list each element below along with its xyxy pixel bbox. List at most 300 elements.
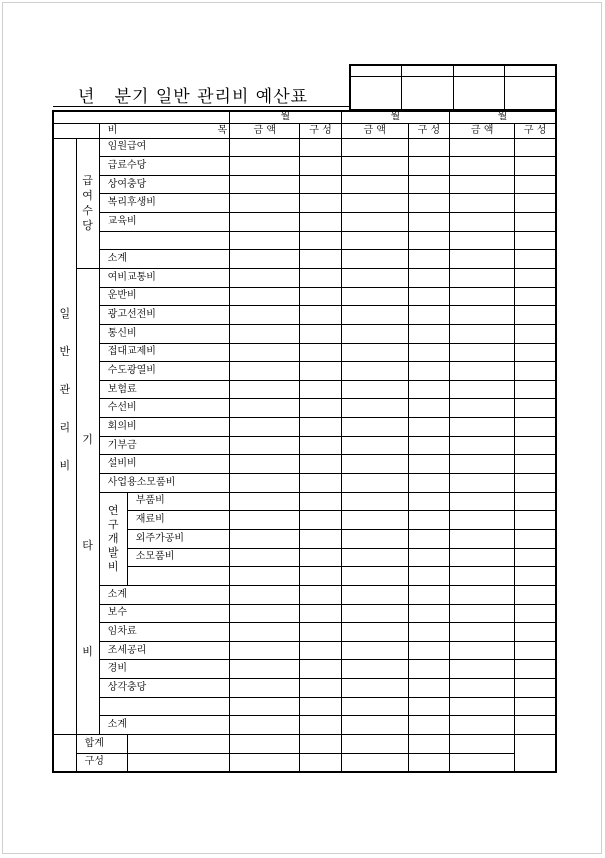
ratio-cell[interactable] [408, 492, 449, 511]
item-label: 회의비 [99, 418, 229, 437]
table-row [53, 343, 556, 362]
ratio-cell[interactable] [408, 362, 449, 381]
blank-label [99, 231, 229, 250]
ratio-cell[interactable] [408, 641, 449, 660]
ratio-cell[interactable] [408, 287, 449, 306]
ratio-cell[interactable] [300, 157, 341, 176]
ratio-cell[interactable] [300, 380, 341, 399]
amount-cell[interactable] [230, 697, 300, 716]
ratio-cell[interactable] [515, 660, 556, 679]
ratio-cell[interactable] [300, 418, 341, 437]
item-label: 경비 [99, 660, 229, 679]
group-rnd: 연구개발비 [99, 492, 127, 585]
amount-cell[interactable] [450, 567, 515, 586]
ratio-cell[interactable] [408, 306, 449, 325]
amount-cell[interactable] [230, 716, 300, 735]
ratio-cell[interactable] [408, 175, 449, 194]
ratio-cell[interactable] [515, 492, 556, 511]
ratio-cell[interactable] [408, 194, 449, 213]
amount-cell[interactable] [341, 380, 408, 399]
amount-cell[interactable] [450, 679, 515, 698]
amount-cell[interactable] [341, 287, 408, 306]
ratio-cell[interactable] [515, 213, 556, 232]
amount-cell[interactable] [341, 679, 408, 698]
item-label: 소계 [99, 716, 229, 735]
ratio-cell[interactable] [300, 511, 341, 530]
header-row-columns [53, 123, 556, 138]
amount-cell[interactable] [450, 623, 515, 642]
amount-cell[interactable] [230, 418, 300, 437]
item-column-header: 비 목 [99, 123, 229, 138]
approval-cell[interactable] [350, 65, 402, 77]
ratio-cell[interactable] [230, 735, 300, 754]
amount-cell[interactable] [230, 511, 300, 530]
amount-cell[interactable] [230, 529, 300, 548]
ratio-cell[interactable] [408, 548, 449, 567]
item-label: 통신비 [99, 324, 229, 343]
blank-group-cell [53, 735, 76, 773]
group-general-admin: 일반관리비 [53, 138, 76, 735]
ratio-cell[interactable] [515, 287, 556, 306]
ratio-cell[interactable] [515, 343, 556, 362]
amount-cell[interactable] [408, 753, 449, 772]
item-label: 재료비 [127, 511, 229, 530]
approval-sign-cell[interactable] [350, 77, 402, 111]
amount-cell[interactable] [341, 697, 408, 716]
amount-cell[interactable] [230, 213, 300, 232]
ratio-cell[interactable] [408, 324, 449, 343]
ratio-cell[interactable] [300, 529, 341, 548]
item-label: 소계 [99, 250, 229, 269]
table-row [53, 231, 556, 250]
amount-cell[interactable] [127, 735, 229, 754]
ratio-cell[interactable] [408, 418, 449, 437]
item-label: 설비비 [99, 455, 229, 474]
item-label: 조세공리 [99, 641, 229, 660]
ratio-cell[interactable] [300, 436, 341, 455]
table-row [53, 735, 556, 754]
ratio-cell[interactable] [515, 529, 556, 548]
item-label: 부품비 [127, 492, 229, 511]
ratio-cell[interactable] [300, 660, 341, 679]
amount-cell[interactable] [450, 287, 515, 306]
item-label: 구성 [76, 753, 127, 772]
amount-cell[interactable] [450, 529, 515, 548]
ratio-cell[interactable] [408, 157, 449, 176]
ratio-cell[interactable] [408, 436, 449, 455]
amount-cell[interactable] [341, 194, 408, 213]
ratio-cell[interactable] [300, 324, 341, 343]
ratio-cell[interactable] [515, 380, 556, 399]
amount-cell[interactable] [230, 250, 300, 269]
table-row [53, 362, 556, 381]
amount-cell[interactable] [230, 138, 300, 157]
amount-cell[interactable] [341, 418, 408, 437]
ratio-cell[interactable] [450, 735, 515, 754]
ratio-cell[interactable] [408, 529, 449, 548]
ratio-cell[interactable] [408, 455, 449, 474]
amount-cell[interactable] [341, 623, 408, 642]
amount-cell[interactable] [341, 548, 408, 567]
amount-cell[interactable] [341, 492, 408, 511]
ratio-cell[interactable] [408, 343, 449, 362]
table-row [53, 567, 556, 586]
table-row [53, 511, 556, 530]
ratio-cell[interactable] [300, 697, 341, 716]
amount-cell[interactable] [450, 343, 515, 362]
item-label: 소모품비 [127, 548, 229, 567]
ratio-cell[interactable] [300, 194, 341, 213]
item-label: 운반비 [99, 287, 229, 306]
amount-cell[interactable] [341, 474, 408, 493]
ratio-cell[interactable] [515, 306, 556, 325]
amount-cell[interactable] [341, 268, 408, 287]
amount-cell[interactable] [450, 492, 515, 511]
table-row [53, 268, 556, 287]
item-label: 기부금 [99, 436, 229, 455]
ratio-cell[interactable] [300, 492, 341, 511]
month-header-2: 월 [341, 111, 449, 123]
amount-cell[interactable] [230, 623, 300, 642]
amount-cell[interactable] [230, 380, 300, 399]
approval-box [349, 64, 557, 111]
ratio-cell[interactable] [300, 399, 341, 418]
amount-cell[interactable] [341, 175, 408, 194]
amount-cell[interactable] [341, 511, 408, 530]
ratio-cell[interactable] [515, 716, 556, 735]
amount-cell[interactable] [230, 268, 300, 287]
ratio-cell[interactable] [515, 231, 556, 250]
amount-cell[interactable] [230, 436, 300, 455]
table-row [53, 585, 556, 604]
amount-cell[interactable] [230, 492, 300, 511]
table-row [53, 548, 556, 567]
item-label: 소계 [99, 585, 229, 604]
ratio-cell[interactable] [515, 641, 556, 660]
amount-cell[interactable] [127, 753, 229, 772]
amount-cell[interactable] [230, 362, 300, 381]
table-row [53, 529, 556, 548]
amount-cell[interactable] [450, 455, 515, 474]
ratio-cell[interactable] [515, 436, 556, 455]
item-label: 보험료 [99, 380, 229, 399]
table-row [53, 175, 556, 194]
ratio-cell[interactable] [408, 213, 449, 232]
amount-cell[interactable] [450, 157, 515, 176]
ratio-cell[interactable] [408, 474, 449, 493]
table-row [53, 436, 556, 455]
item-label: 여비교통비 [99, 268, 229, 287]
ratio-cell[interactable] [300, 250, 341, 269]
ratio-cell[interactable] [515, 194, 556, 213]
header-blank-cell [53, 123, 99, 138]
amount-cell[interactable] [230, 585, 300, 604]
amount-cell[interactable] [230, 567, 300, 586]
amount-cell[interactable] [450, 231, 515, 250]
ratio-cell[interactable] [515, 399, 556, 418]
ratio-cell[interactable] [515, 268, 556, 287]
amount-cell[interactable] [230, 455, 300, 474]
amount-cell[interactable] [450, 380, 515, 399]
ratio-cell[interactable] [515, 455, 556, 474]
amount-cell[interactable] [230, 474, 300, 493]
group-other: 기타비 [76, 268, 99, 734]
amount-cell[interactable] [450, 585, 515, 604]
table-row [53, 213, 556, 232]
ratio-cell[interactable] [300, 343, 341, 362]
amount-header: 금 액 [450, 123, 515, 138]
amount-cell[interactable] [450, 511, 515, 530]
ratio-cell[interactable] [408, 511, 449, 530]
table-row [53, 324, 556, 343]
amount-cell[interactable] [341, 399, 408, 418]
amount-cell[interactable] [450, 250, 515, 269]
amount-cell[interactable] [450, 418, 515, 437]
ratio-cell[interactable] [300, 455, 341, 474]
amount-cell[interactable] [450, 194, 515, 213]
ratio-cell[interactable] [300, 268, 341, 287]
amount-cell[interactable] [450, 548, 515, 567]
amount-cell[interactable] [450, 604, 515, 623]
ratio-cell[interactable] [515, 623, 556, 642]
ratio-cell[interactable] [408, 399, 449, 418]
table-row [53, 287, 556, 306]
ratio-cell[interactable] [341, 753, 408, 772]
amount-cell[interactable] [341, 436, 408, 455]
amount-header: 금 액 [230, 123, 300, 138]
amount-cell[interactable] [230, 641, 300, 660]
table-row [53, 418, 556, 437]
item-label: 급료수당 [99, 157, 229, 176]
amount-cell[interactable] [341, 250, 408, 269]
ratio-cell[interactable] [515, 548, 556, 567]
ratio-cell[interactable] [515, 250, 556, 269]
amount-cell[interactable] [230, 231, 300, 250]
item-label: 수도광열비 [99, 362, 229, 381]
item-label: 임원급여 [99, 138, 229, 157]
table-row [53, 157, 556, 176]
item-label: 외주가공비 [127, 529, 229, 548]
table-row [53, 641, 556, 660]
header-blank-cell [53, 111, 230, 123]
ratio-cell[interactable] [300, 306, 341, 325]
amount-cell[interactable] [230, 604, 300, 623]
ratio-cell[interactable] [515, 324, 556, 343]
item-label: 수선비 [99, 399, 229, 418]
amount-cell[interactable] [450, 306, 515, 325]
ratio-cell[interactable] [515, 157, 556, 176]
ratio-cell[interactable] [341, 735, 408, 754]
ratio-cell[interactable] [408, 716, 449, 735]
amount-cell[interactable] [450, 697, 515, 716]
ratio-cell[interactable] [300, 175, 341, 194]
approval-cell[interactable] [505, 65, 557, 77]
ratio-cell[interactable] [515, 418, 556, 437]
group-salary: 급여수당 [76, 138, 99, 268]
month-header-1: 월 [230, 111, 341, 123]
table-row [53, 138, 556, 157]
amount-cell[interactable] [230, 660, 300, 679]
ratio-cell[interactable] [515, 138, 556, 157]
approval-cell[interactable] [402, 65, 454, 77]
ratio-cell[interactable] [408, 138, 449, 157]
ratio-header: 구 성 [300, 123, 341, 138]
approval-cell[interactable] [453, 65, 505, 77]
ratio-cell[interactable] [408, 604, 449, 623]
item-label: 복리후생비 [99, 194, 229, 213]
ratio-cell[interactable] [300, 604, 341, 623]
amount-cell[interactable] [341, 641, 408, 660]
blank-label [99, 697, 229, 716]
amount-cell[interactable] [450, 399, 515, 418]
ratio-cell[interactable] [450, 753, 515, 772]
amount-cell[interactable] [450, 324, 515, 343]
ratio-cell[interactable] [300, 641, 341, 660]
amount-cell[interactable] [341, 585, 408, 604]
amount-cell[interactable] [230, 548, 300, 567]
table-row [53, 455, 556, 474]
table-row [53, 604, 556, 623]
table-row [53, 399, 556, 418]
ratio-cell[interactable] [408, 679, 449, 698]
ratio-cell[interactable] [408, 250, 449, 269]
item-label: 접대교제비 [99, 343, 229, 362]
amount-cell[interactable] [450, 213, 515, 232]
amount-cell[interactable] [300, 735, 341, 754]
amount-cell[interactable] [341, 157, 408, 176]
amount-cell[interactable] [450, 175, 515, 194]
ratio-cell[interactable] [515, 362, 556, 381]
ratio-cell[interactable] [408, 697, 449, 716]
table-row [53, 250, 556, 269]
amount-cell[interactable] [341, 716, 408, 735]
ratio-cell[interactable] [408, 623, 449, 642]
item-label: 보수 [99, 604, 229, 623]
ratio-cell[interactable] [300, 585, 341, 604]
ratio-header: 구 성 [408, 123, 449, 138]
ratio-cell[interactable] [515, 567, 556, 586]
item-label: 임차료 [99, 623, 229, 642]
ratio-cell[interactable] [515, 585, 556, 604]
ratio-cell[interactable] [515, 175, 556, 194]
budget-table [52, 110, 557, 773]
amount-cell[interactable] [341, 306, 408, 325]
amount-header: 금 액 [341, 123, 408, 138]
ratio-cell[interactable] [408, 231, 449, 250]
amount-cell[interactable] [230, 343, 300, 362]
ratio-cell[interactable] [300, 138, 341, 157]
amount-cell[interactable] [341, 324, 408, 343]
ratio-cell[interactable] [408, 268, 449, 287]
ratio-cell[interactable] [300, 213, 341, 232]
ratio-cell[interactable] [300, 287, 341, 306]
table-row [53, 194, 556, 213]
amount-cell[interactable] [450, 474, 515, 493]
amount-cell[interactable] [341, 343, 408, 362]
approval-sign-cell[interactable] [453, 77, 505, 111]
ratio-cell[interactable] [408, 380, 449, 399]
document-title: 년 분기 일반 관리비 예산표 [78, 87, 309, 107]
ratio-cell[interactable] [300, 474, 341, 493]
ratio-cell[interactable] [300, 623, 341, 642]
approval-sign-cell[interactable] [505, 77, 557, 111]
table-row [53, 492, 556, 511]
amount-cell[interactable] [230, 287, 300, 306]
approval-sign-cell[interactable] [402, 77, 454, 111]
ratio-cell[interactable] [515, 679, 556, 698]
ratio-cell[interactable] [515, 474, 556, 493]
amount-cell[interactable] [450, 268, 515, 287]
ratio-cell[interactable] [408, 567, 449, 586]
ratio-cell[interactable] [515, 604, 556, 623]
month-header-3: 월 [450, 111, 557, 123]
amount-cell[interactable] [408, 735, 449, 754]
table-row [53, 306, 556, 325]
amount-cell[interactable] [230, 399, 300, 418]
ratio-cell[interactable] [300, 548, 341, 567]
amount-cell[interactable] [300, 753, 341, 772]
ratio-cell[interactable] [300, 362, 341, 381]
amount-cell[interactable] [341, 213, 408, 232]
amount-cell[interactable] [341, 660, 408, 679]
amount-cell[interactable] [341, 529, 408, 548]
ratio-cell[interactable] [230, 753, 300, 772]
amount-cell[interactable] [341, 604, 408, 623]
amount-cell[interactable] [341, 362, 408, 381]
amount-cell[interactable] [230, 324, 300, 343]
amount-cell[interactable] [341, 138, 408, 157]
amount-cell[interactable] [230, 306, 300, 325]
table-row [53, 474, 556, 493]
amount-cell[interactable] [341, 231, 408, 250]
ratio-cell[interactable] [515, 697, 556, 716]
amount-cell[interactable] [230, 157, 300, 176]
amount-cell[interactable] [450, 362, 515, 381]
item-label: 사업용소모품비 [99, 474, 229, 493]
amount-cell[interactable] [450, 436, 515, 455]
title-underline [53, 106, 350, 107]
table-row [53, 697, 556, 716]
ratio-cell[interactable] [300, 716, 341, 735]
blank-label [127, 567, 229, 586]
item-label: 광고선전비 [99, 306, 229, 325]
table-row [53, 623, 556, 642]
item-label: 상여충당 [99, 175, 229, 194]
ratio-cell[interactable] [408, 585, 449, 604]
budget-table-body [53, 111, 556, 772]
amount-cell[interactable] [230, 194, 300, 213]
table-row [53, 716, 556, 735]
ratio-cell[interactable] [408, 660, 449, 679]
ratio-cell[interactable] [300, 679, 341, 698]
item-label: 상각충당 [99, 679, 229, 698]
amount-cell[interactable] [341, 455, 408, 474]
amount-cell[interactable] [450, 641, 515, 660]
ratio-cell[interactable] [300, 567, 341, 586]
amount-cell[interactable] [450, 716, 515, 735]
amount-cell[interactable] [341, 567, 408, 586]
amount-cell[interactable] [230, 679, 300, 698]
ratio-cell[interactable] [300, 231, 341, 250]
ratio-header: 구 성 [515, 123, 556, 138]
amount-cell[interactable] [450, 138, 515, 157]
amount-cell[interactable] [230, 175, 300, 194]
header-row-months [53, 111, 556, 123]
item-label: 합계 [76, 735, 127, 754]
item-label: 교육비 [99, 213, 229, 232]
ratio-cell[interactable] [515, 511, 556, 530]
amount-cell[interactable] [450, 660, 515, 679]
